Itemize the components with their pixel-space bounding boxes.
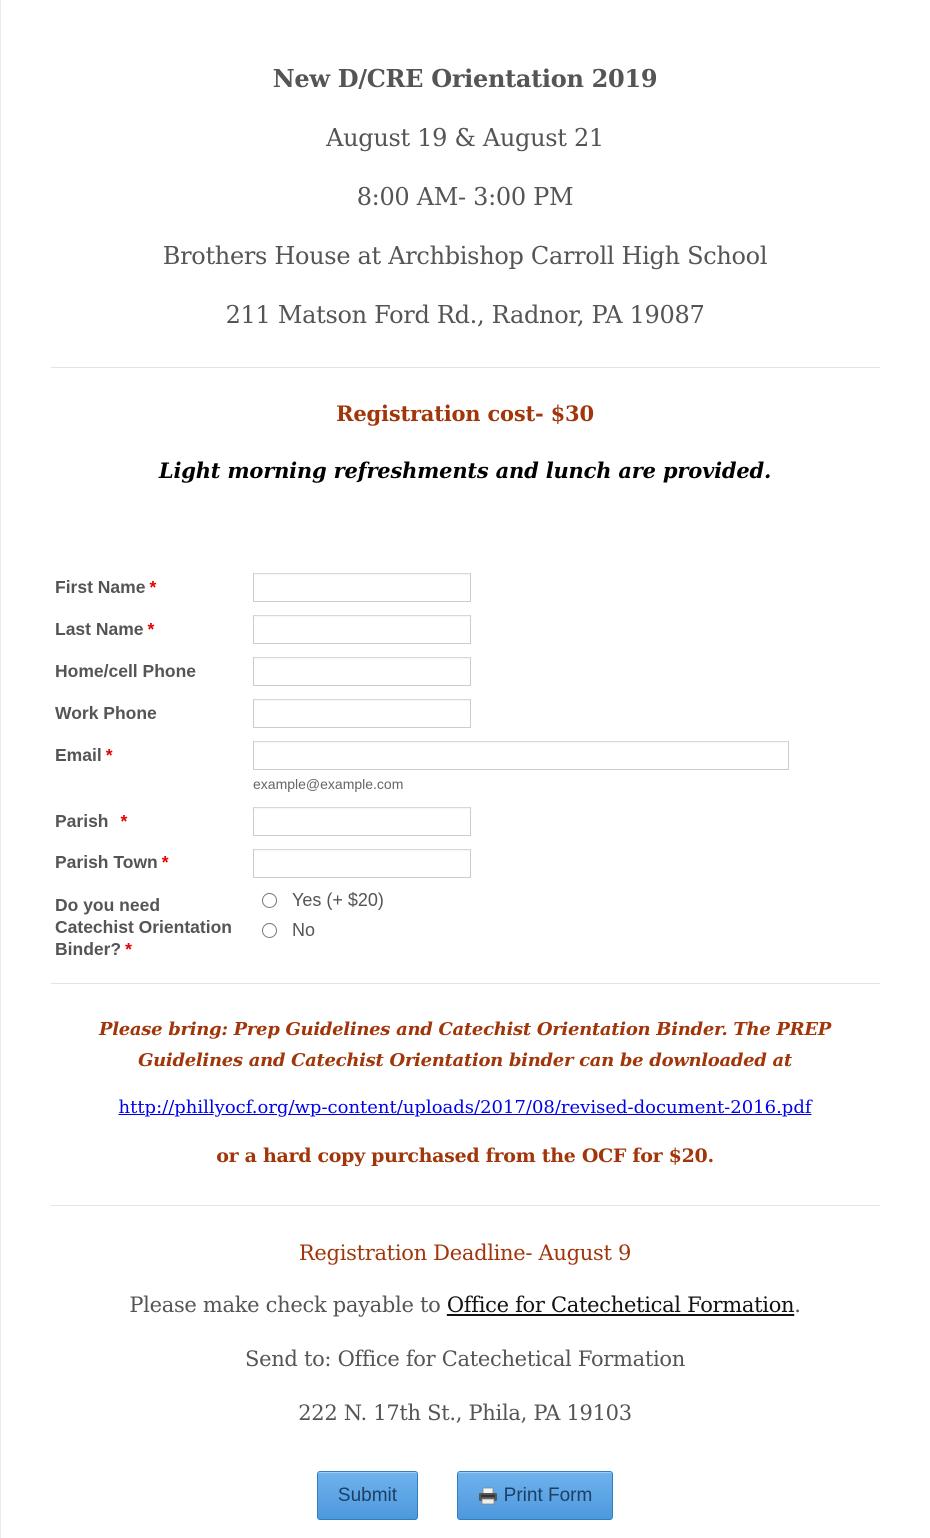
- registration-cost: Registration cost- $30: [336, 401, 594, 426]
- required-asterisk: *: [161, 852, 169, 872]
- home-phone-input[interactable]: [253, 657, 471, 686]
- email-sublabel: example@example.com: [253, 776, 404, 792]
- page-title: New D/CRE Orientation 2019: [272, 64, 658, 93]
- event-address: 211 Matson Ford Rd., Radnor, PA 19087: [225, 301, 705, 329]
- hardcopy-note: or a hard copy purchased from the OCF for $20.: [216, 1145, 714, 1167]
- send-address: 222 N. 17th St., Phila, PA 19103: [298, 1401, 632, 1425]
- radio-button-no[interactable]: [262, 923, 277, 938]
- parish-label: Parish *: [55, 811, 128, 831]
- binder-option-yes[interactable]: Yes (+ $20): [262, 890, 384, 911]
- parish-input[interactable]: [253, 807, 471, 836]
- event-dates: August 19 & August 21: [326, 124, 604, 152]
- last-name-label: Last Name *: [55, 619, 155, 639]
- required-asterisk: *: [120, 811, 128, 831]
- first-name-label: First Name *: [55, 577, 157, 597]
- please-bring-notice: Please bring: Prep Guidelines and Catechist Orientation Binder. The PREP Guidelines and Catechist Orientation binder can be downloaded at: [99, 1019, 831, 1071]
- required-asterisk: *: [125, 939, 132, 959]
- parish-town-input[interactable]: [253, 849, 471, 878]
- required-asterisk: *: [149, 577, 157, 597]
- binder-question-label: Do you need Catechist Orientation Binder? *: [55, 895, 232, 959]
- email-label: Email *: [55, 745, 113, 765]
- binder-option-no[interactable]: No: [262, 920, 315, 941]
- ocf-link[interactable]: Office for Catechetical Formation: [446, 1293, 795, 1317]
- work-phone-label: Work Phone: [55, 703, 157, 723]
- radio-button-yes[interactable]: [262, 893, 277, 908]
- required-asterisk: *: [105, 745, 113, 765]
- divider: [51, 367, 880, 368]
- download-link[interactable]: http://phillyocf.org/wp-content/uploads/2017/08/revised-document-2016.pdf: [118, 1097, 812, 1118]
- registration-deadline: Registration Deadline- August 9: [298, 1241, 632, 1265]
- divider: [51, 1205, 880, 1206]
- event-time: 8:00 AM- 3:00 PM: [356, 183, 574, 211]
- refreshments-note: Light morning refreshments and lunch are provided.: [158, 458, 772, 483]
- last-name-input[interactable]: [253, 615, 471, 644]
- payable-note: Please make check payable to Office for Catechetical Formation.: [129, 1293, 801, 1317]
- divider: [51, 983, 880, 984]
- home-phone-label: Home/cell Phone: [55, 661, 197, 681]
- send-to: Send to: Office for Catechetical Formation: [244, 1347, 686, 1371]
- work-phone-input[interactable]: [253, 699, 471, 728]
- required-asterisk: *: [147, 619, 155, 639]
- submit-button[interactable]: Submit: [317, 1471, 418, 1520]
- email-input[interactable]: [253, 741, 789, 770]
- download-link-container: [0, 1097, 930, 1118]
- printer-icon: [478, 1487, 498, 1505]
- print-form-button[interactable]: Print Form: [457, 1471, 613, 1520]
- first-name-input[interactable]: [253, 573, 471, 602]
- parish-town-label: Parish Town *: [55, 852, 169, 872]
- event-location: Brothers House at Archbishop Carroll High School: [162, 242, 768, 270]
